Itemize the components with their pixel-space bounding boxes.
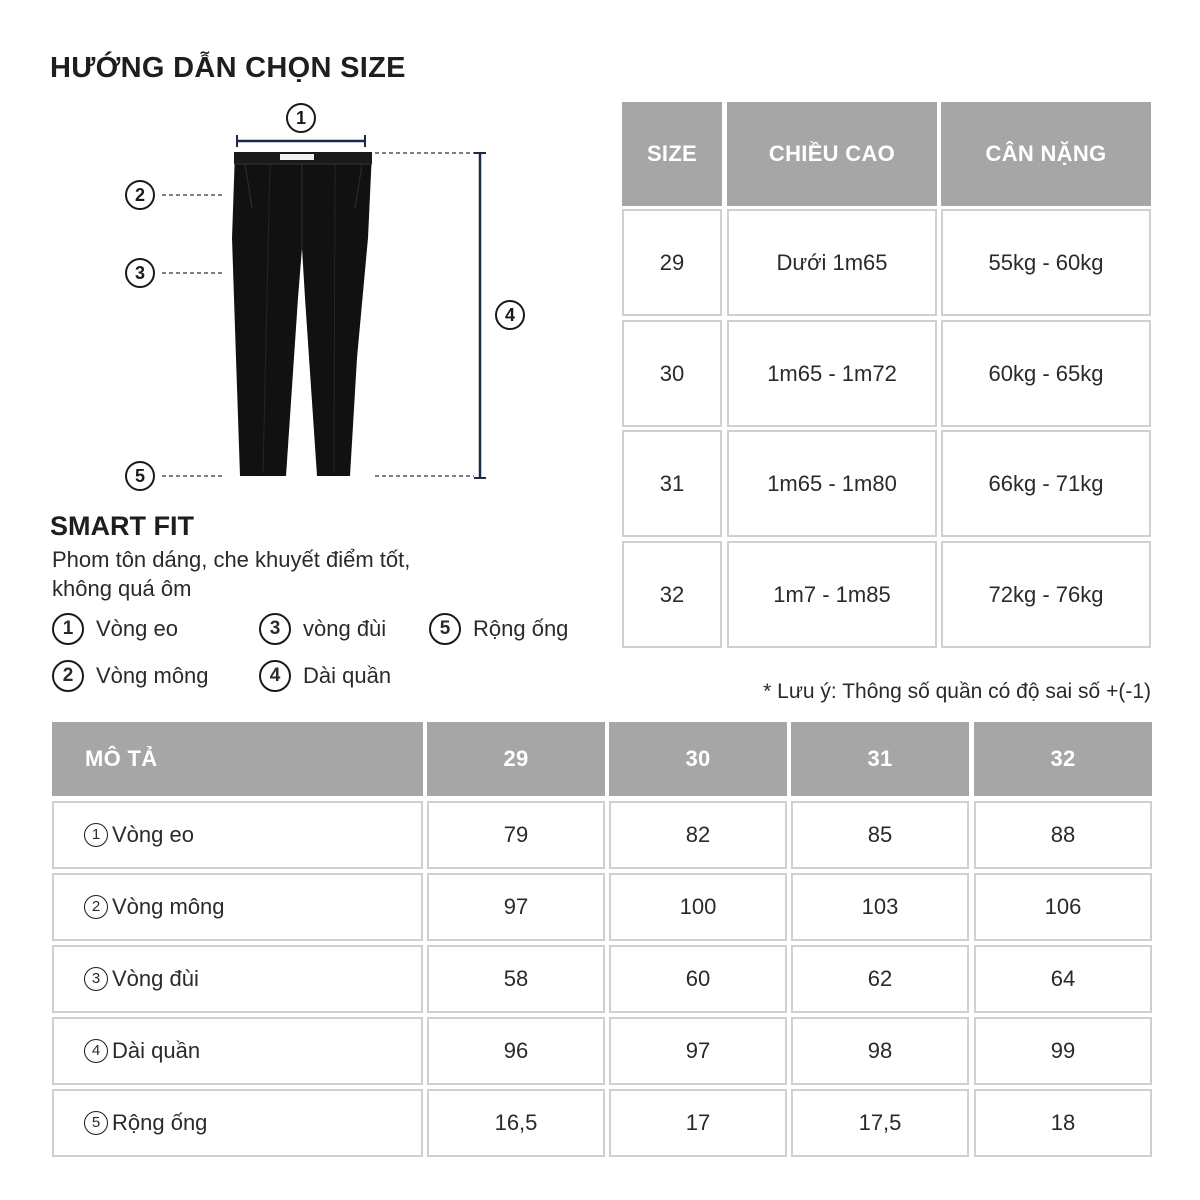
size-table-cell: 72kg - 76kg: [941, 541, 1151, 648]
fit-desc-line-1: Phom tôn dáng, che khuyết điểm tốt,: [52, 547, 411, 572]
measure-cell: 62: [791, 945, 969, 1013]
measure-cell: 60: [609, 945, 787, 1013]
marker-1: 1: [286, 103, 316, 133]
row-label-text: Vòng eo: [112, 822, 194, 847]
size-table-cell: 60kg - 65kg: [941, 320, 1151, 427]
marker-3: 3: [125, 258, 155, 288]
measure-cell: 97: [609, 1017, 787, 1085]
measure-cell: 18: [974, 1089, 1152, 1157]
size-table-header: CÂN NẶNG: [941, 102, 1151, 206]
measure-cell: 100: [609, 873, 787, 941]
legend-label: Vòng eo: [96, 616, 178, 641]
pants-diagram: [110, 98, 550, 498]
measure-table-header: 30: [609, 722, 787, 796]
measure-cell: 17: [609, 1089, 787, 1157]
size-table-cell: 29: [622, 209, 722, 316]
measure-table-header: MÔ TẢ: [52, 722, 423, 796]
row-label-text: Rộng ống: [112, 1110, 208, 1135]
row-label-text: Vòng mông: [112, 894, 225, 919]
marker-2: 2: [125, 180, 155, 210]
measure-cell: 58: [427, 945, 605, 1013]
size-table-cell: 32: [622, 541, 722, 648]
legend-number: 5: [429, 613, 461, 645]
legend-item: [259, 613, 386, 645]
size-table-header: SIZE: [622, 102, 722, 206]
measure-row-label: [52, 873, 423, 941]
measure-table: [50, 722, 1154, 1162]
size-table-cell: 1m65 - 1m80: [727, 430, 937, 537]
row-number: 4: [84, 1039, 108, 1063]
measure-cell: 103: [791, 873, 969, 941]
pants-illustration: [110, 98, 550, 498]
tolerance-note: * Lưu ý: Thông số quần có độ sai số +(-1): [763, 680, 1151, 703]
size-table-cell: Dưới 1m65: [727, 209, 937, 316]
size-table-cell: 31: [622, 430, 722, 537]
measure-cell: 16,5: [427, 1089, 605, 1157]
legend-number: 3: [259, 613, 291, 645]
legend-label: vòng đùi: [303, 616, 387, 641]
legend-number: 2: [52, 660, 84, 692]
legend-item: [52, 613, 178, 645]
row-number: 2: [84, 895, 108, 919]
measure-row-label: [52, 801, 423, 869]
measure-cell: 17,5: [791, 1089, 969, 1157]
measure-cell: 88: [974, 801, 1152, 869]
legend-label: Rộng ống: [473, 616, 569, 641]
measure-table-header: 31: [791, 722, 969, 796]
legend-label: Dài quần: [303, 663, 392, 688]
row-label-text: Vòng đùi: [112, 966, 199, 991]
fit-description: [52, 545, 522, 603]
measure-cell: 79: [427, 801, 605, 869]
measure-cell: 96: [427, 1017, 605, 1085]
row-label-text: Dài quần: [112, 1038, 201, 1063]
fit-desc-line-2: không quá ôm: [52, 576, 192, 601]
size-table-cell: 66kg - 71kg: [941, 430, 1151, 537]
measure-cell: 99: [974, 1017, 1152, 1085]
measure-cell: 106: [974, 873, 1152, 941]
measure-row-label: [52, 945, 423, 1013]
measure-row-label: [52, 1089, 423, 1157]
row-number: 1: [84, 823, 108, 847]
legend-label: Vòng mông: [96, 663, 209, 688]
measure-table-header: 32: [974, 722, 1152, 796]
legend-item: [52, 660, 209, 692]
size-table-cell: 30: [622, 320, 722, 427]
legend-item: [259, 660, 391, 692]
size-table-header: CHIỀU CAO: [727, 102, 937, 206]
measure-cell: 64: [974, 945, 1152, 1013]
page-title: HƯỚNG DẪN CHỌN SIZE: [50, 52, 406, 84]
measure-table-header: 29: [427, 722, 605, 796]
measure-cell: 98: [791, 1017, 969, 1085]
legend-number: 1: [52, 613, 84, 645]
size-table-cell: 1m65 - 1m72: [727, 320, 937, 427]
legend-item: [429, 613, 568, 645]
measure-cell: 82: [609, 801, 787, 869]
fit-title: SMART FIT: [50, 511, 194, 541]
measure-row-label: [52, 1017, 423, 1085]
size-table-cell: 1m7 - 1m85: [727, 541, 937, 648]
marker-4: 4: [495, 300, 525, 330]
marker-5: 5: [125, 461, 155, 491]
measure-cell: 97: [427, 873, 605, 941]
measure-cell: 85: [791, 801, 969, 869]
legend-number: 4: [259, 660, 291, 692]
row-number: 5: [84, 1111, 108, 1135]
size-table-cell: 55kg - 60kg: [941, 209, 1151, 316]
row-number: 3: [84, 967, 108, 991]
